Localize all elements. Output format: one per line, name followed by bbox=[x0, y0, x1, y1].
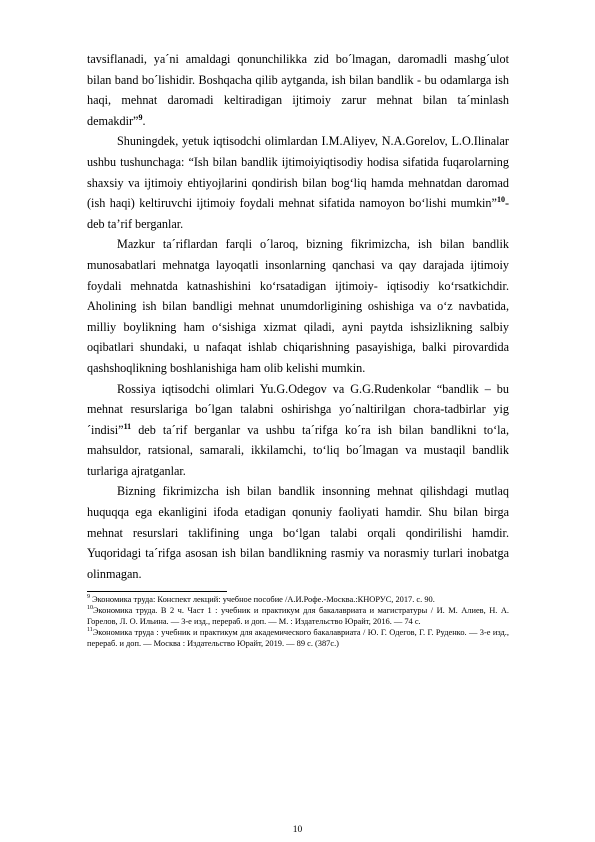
paragraph-5: Bizning fikrimizcha ish bilan bandlik insonning mehnat qilishdagi mutlaq huquqqa ega ekanligini ifoda etadigan qonuniy faoliyati hamdir. Shu bilan birga mehnat resurslari taklifining unga bo‘lgan talabi orqali qondirilishi hamdir. Yuqoridagi ta´rifga asosan ish bilan bandlikning rasmiy va norasmiy turlari inobatga olinmagan. bbox=[87, 484, 509, 581]
footnote-9: $^9$ Экономика труда: Конспект лекций: учебное пособие /А.И.Рофе.-Москва.:КНОРУС, 2017. с. 90. bbox=[87, 594, 435, 605]
footnote-separator bbox=[87, 591, 227, 592]
paragraph-4: Rossiya iqtisodchi olimlari Yu.G.Odegov va G.G.Rudenkolar “bandlik – bu mehnat resurslariga bo´lgan talabni oshirishga yo´naltirilgan chora-tadbirlar yig´indisi”$^{11}$ deb ta´rif berganlar va ushbu ta´rifga ko´ra ish bilan bandlikni to‘la, mahsuldor, ratsional, samarali, ikkilamchi, to‘liq bo´lmagan va mustaqil bandlik turlariga ajratganlar. bbox=[87, 381, 509, 478]
footnote-11: $^{11}$Экономика труда : учебник и практикум для академического бакалавриата / Ю. Г. Одегов, Г. Г. Руденко. — 3-е изд., перераб. и доп. — Москва : Издательство Юрайт, 2019. — 89 с. (387с.) bbox=[87, 627, 509, 649]
page-number: 10 bbox=[292, 825, 303, 835]
paragraph-3: Mazkur ta´riflardan farqli o´laroq, bizning fikrimizcha, ish bilan bandlik munosabatlari mehnatga layoqatli insonlarning qanchasi va qay darajada ijtimoiy foydali mehnatda katnashishini ko‘rsatadigan ijtimoiy- iqtisodiy ko‘rsatkichdir. Aholining ish bilan bandligi mehnat unumdorligining oshishiga va o‘z navbatida, milliy boylikning ham o‘sishiga xizmat qiladi, ayni paytda ishsizlikning salbiy oqibatlari shundaki, u nafaqat ishlab chiqarishning pasayishiga, balki pirovardida qashshoqlikning boshlanishiga ham olib kelishi mumkin. bbox=[87, 237, 509, 375]
footnote-ref-10: 10 bbox=[496, 195, 505, 205]
paragraph-1: tavsiflanadi, ya´ni amaldagi qonunchilikka zid bo´lmagan, daromadli mashg´ulot bilan band bo´lishidir. Boshqacha qilib aytganda, ish bilan bandlik - bu odamlarga ish haqi, mehnat daromadi keltiradigan ijtimoiy zarur mehnat bilan ta´minlash demakdir”$^9$. bbox=[87, 52, 509, 128]
footnote-ref-11: 11 bbox=[123, 421, 132, 431]
document-page bbox=[87, 49, 509, 649]
footnote-10: $^{10}$Экономика труда. В 2 ч. Част 1 : учебник и практикум для бакалавриата и магистратуры / И. М. Алиев, Н. А. Горелов, Л. О. Ильина. — 3-е изд., перераб. и доп. — М. : Издательство Юрайт, 2016. — 74 с. bbox=[87, 605, 509, 627]
paragraph-2: Shuningdek, yetuk iqtisodchi olimlardan I.M.Aliyev, N.A.Gorelov, L.O.Ilinalar ushbu tushunchaga: “Ish bilan bandlik ijtimoiyiqtisodiy hodisa sifatida fuqarolarning shaxsiy va ijtimoiy ehtiyojlarini qondirish bilan bog‘liq hamda mehnatdan daromad (ish haqi) keltiruvchi ijtimoiy foydali mehnat sifatida namoyon bo‘lishi mumkin”$^{10}$- deb ta’rif berganlar. bbox=[87, 134, 509, 231]
footnote-ref-9: 9 bbox=[138, 112, 143, 122]
